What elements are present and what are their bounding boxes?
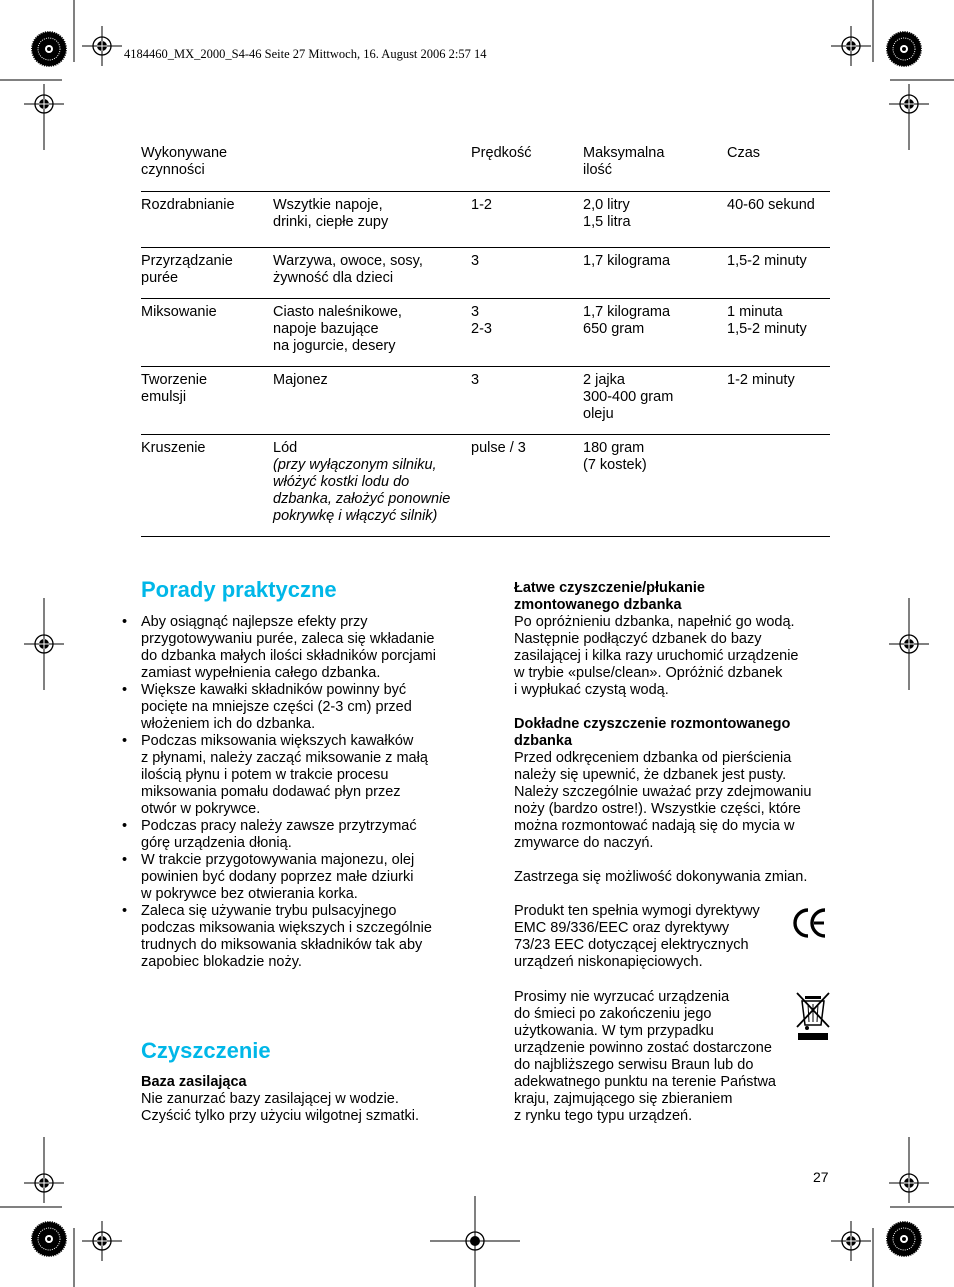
section-title: Dokładne czyszczenie rozmontowanego [514,716,791,732]
thorough-cleaning-section: Dokładne czyszczenie rozmontowanego dzbanka Przed odkręceniem dzbanka od pierścienia należy się upewnić, że dzbanek jest pusty. Należy szczególnie uważać przy zdejmowaniu noży (bardzo ostre!). Wszystkie części, które można rozmontować nadają się do mycia w zmywarce do naczyń. [514,716,812,851]
table-cell: 1-2 minuty [727,372,795,388]
table-cell: Lód (przy wyłączonym silniku, włóżyć kostki lodu do dzbanka, założyć ponownie pokrywkę i włączyć silnik) [273,440,451,524]
header-cell: Czas [727,145,761,161]
section-title: dzbanka [514,733,573,749]
table-row [141,435,830,537]
list-item: • Większe kawałki składników powinny być pocięte na mniejsze części (2-3 cm) przed włożeniem ich do dzbanka. [122,682,412,732]
reserve-note: Zastrzega się możliwość dokonywania zmian. [514,869,808,885]
table-cell: 1,7 kilograma 650 gram [583,304,671,337]
ce-mark-icon [792,906,828,940]
table-cell: Majonez [273,372,328,388]
cleaning-heading: Czyszczenie [141,1038,271,1063]
table-cell: Kruszenie [141,440,206,456]
table-cell: pulse / 3 [471,440,526,456]
table-row [141,299,830,367]
table-cell: 2,0 litry 1,5 litra [583,197,631,230]
table-cell: Wszytkie napoje, drinki, ciepłe zupy [273,197,389,230]
usage-table [141,145,830,537]
list-item: • Aby osiągnąć najlepsze efekty przy przygotowywaniu purée, zaleca się wkładanie do dzbanka małych ilości składników porcjami zamiast wypełnienia całego dzbanka. [122,614,436,681]
list-item: • W trakcie przygotowywania majonezu, olej powinien być dodany poprzez małe dziurki w pokrywce bez otwierania korka. [122,852,415,902]
table-cell: Tworzenie emulsji [141,372,208,405]
table-cell: 40-60 sekund [727,197,815,213]
table-cell: Przyrządzanie purée [141,253,233,286]
section-title: zmontowanego dzbanka [514,597,682,613]
table-cell: 2 jajka 300-400 gram oleju [583,372,674,422]
table-row [141,367,830,435]
directive-note: Produkt ten spełnia wymogi dyrektywy EMC 89/336/EEC oraz dyrektywy 73/23 EEC dotyczącej elektrycznych urządzeń niskonapięciowych. [514,903,760,970]
easy-cleaning-section: Łatwe czyszczenie/płukanie zmontowanego dzbanka Po opróżnieniu dzbanka, napełnić go wodą. Następnie podłączyć dzbanek do bazy zasilającej i kilka razy uruchomić urządzenie w trybie «pulse/clean». Opróżnić dzbanek i wypłukać czystą wodą. [514,580,799,698]
table-cell: 3 [471,372,480,388]
header-cell: Prędkość [471,145,532,161]
table-cell: 1 minuta 1,5-2 minuty [727,304,807,337]
section-title: Baza zasilająca [141,1074,247,1090]
table-header-row [141,145,830,192]
tips-list [122,614,467,971]
table-cell: 1-2 [471,197,492,213]
table-cell: Ciasto naleśnikowe, napoje bazujące na jogurcie, desery [273,304,402,354]
header-cell: Maksymalna ilość [583,145,665,178]
disposal-note: Prosimy nie wyrzucać urządzenia do śmieci po zakończeniu jego użytkowania. W tym przypadku urządzenie powinno zostać dostarczone do najbliższego serwisu Braun lub do adekwatnego punktu na terenie Państwa kraju, zajmującego się zbieraniem z rynku tego typu urządzeń. [514,989,776,1124]
table-cell: 1,7 kilograma [583,253,671,269]
table-cell: 3 2-3 [471,304,492,337]
table-row [141,192,830,248]
list-item: • Podczas miksowania większych kawałków z płynami, należy zacząć miksowanie z małą ilością płynu i potem w trakcie procesu miksowania pomału dodawać płyn przez otwór w pokrywce. [122,733,428,817]
table-cell: 180 gram (7 kostek) [583,440,647,473]
crossed-bin-icon [795,990,831,1042]
section-title: Łatwe czyszczenie/płukanie [514,580,705,596]
table-cell: Rozdrabnianie [141,197,235,213]
list-item: • Podczas pracy należy zawsze przytrzymać górę urządzenia dłonią. [122,818,417,851]
page-number: 27 [813,1169,829,1185]
header-cell: Wykonywane czynności [141,145,228,178]
table-cell: Miksowanie [141,304,217,320]
table-cell: 3 [471,253,480,269]
table-cell: 1,5-2 minuty [727,253,807,269]
tips-heading: Porady praktyczne [141,577,337,602]
table-row [141,248,830,299]
list-item: • Zaleca się używanie trybu pulsacyjnego podczas miksowania większych i szczególnie trudnych do miksowania składników tak aby zapobiec blokadzie noży. [122,903,432,970]
table-cell: Warzywa, owoce, sosy, żywność dla dzieci [273,253,423,286]
print-slug: 4184460_MX_2000_S4-46 Seite 27 Mittwoch, 16. August 2006 2:57 14 [124,47,487,61]
power-base-section: Baza zasilająca Nie zanurzać bazy zasilającej w wodzie. Czyścić tylko przy użyciu wilgotnej szmatki. [141,1074,419,1124]
